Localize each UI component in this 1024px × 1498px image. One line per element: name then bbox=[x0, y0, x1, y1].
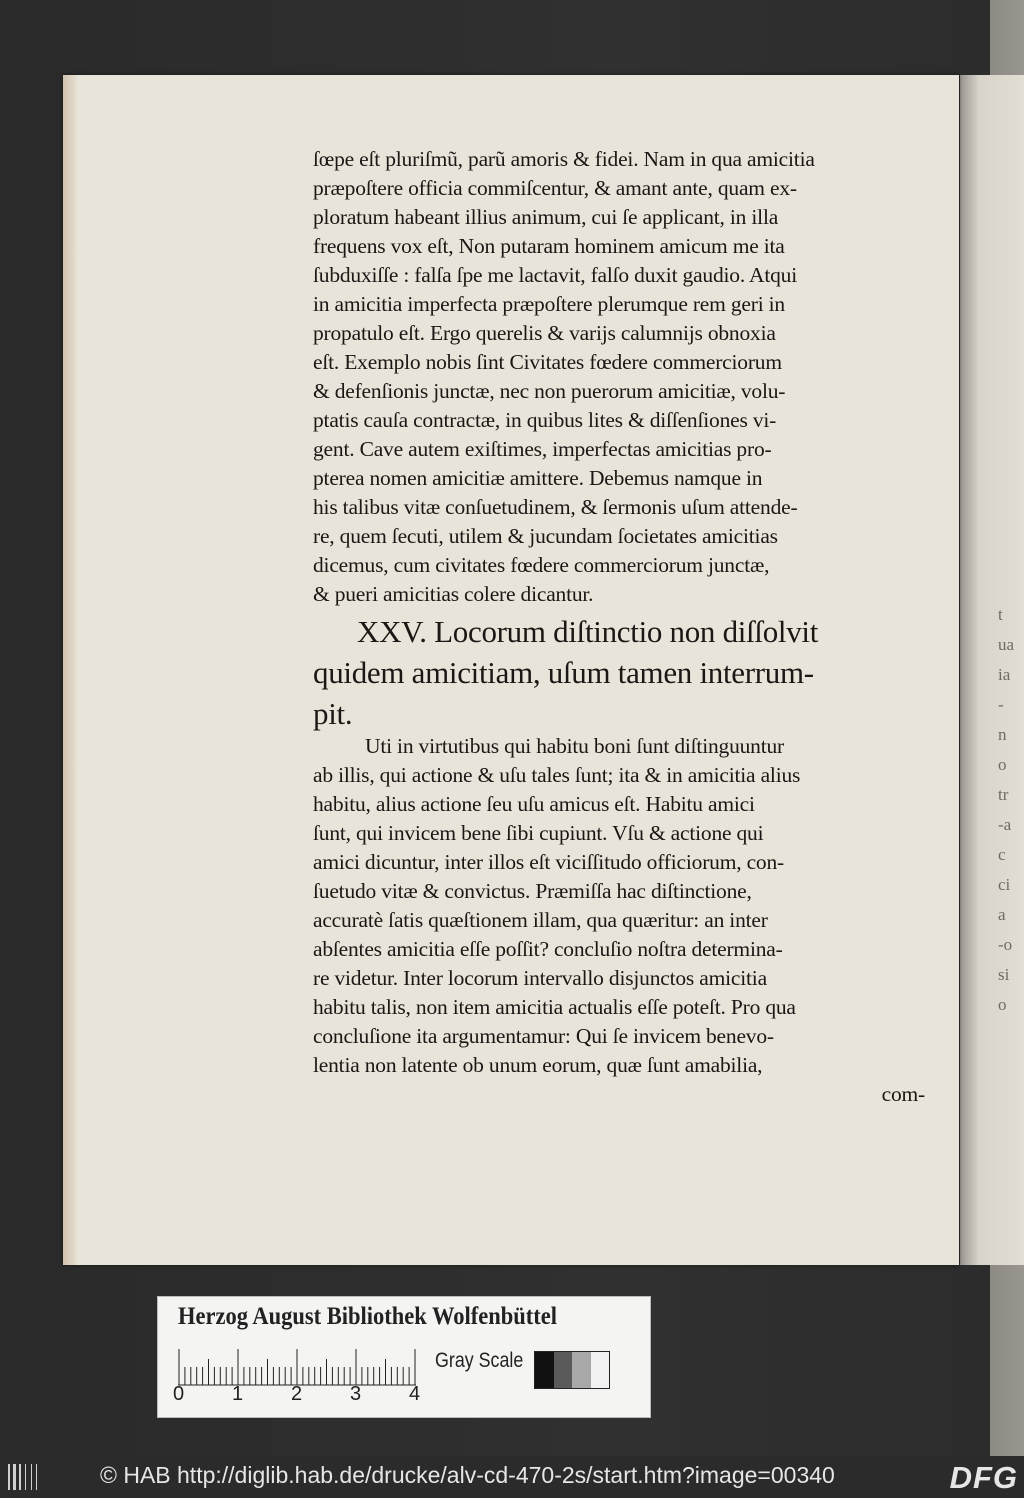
text-line: abſentes amicitia eſſe poſſit? concluſio noſtra determina- bbox=[313, 937, 783, 961]
ruler-number: 0 bbox=[173, 1383, 185, 1405]
text-line: & defenſionis junctæ, nec non puerorum amicitiæ, volu- bbox=[313, 379, 786, 403]
document-page bbox=[63, 75, 959, 1265]
text-line: accuratè ſatis quæſtionem illam, qua quæritur: an inter bbox=[313, 908, 768, 932]
text-line: præpoſtere officia commiſcentur, & amant ante, quam ex- bbox=[313, 176, 797, 200]
page-text bbox=[313, 145, 953, 1109]
adjacent-fragment: ci bbox=[998, 875, 1011, 894]
color-scale-card bbox=[157, 1296, 651, 1418]
barcode-bar bbox=[36, 1464, 37, 1490]
ruler-number: 4 bbox=[409, 1383, 421, 1405]
text-line: ſubduxiſſe : falſa ſpe me lactavit, falſo duxit gaudio. Atqui bbox=[313, 263, 797, 287]
gray-scale-swatches bbox=[534, 1351, 610, 1389]
text-line: re videtur. Inter locorum intervallo disjunctos amicitia bbox=[313, 966, 767, 990]
gray-swatch bbox=[591, 1352, 610, 1388]
adjacent-fragment: -a bbox=[998, 815, 1012, 834]
copyright-url[interactable]: © HAB http://diglib.hab.de/drucke/alv-cd-470-2s/start.htm?image=00340 bbox=[100, 1462, 835, 1488]
barcode-bar bbox=[19, 1464, 21, 1490]
barcode-bar bbox=[13, 1464, 16, 1490]
catchword: com- bbox=[881, 1082, 925, 1106]
text-line: frequens vox eſt, Non putaram hominem amicum me ita bbox=[313, 234, 785, 258]
text-line: amici dicuntur, inter illos eſt viciſſitudo officiorum, con- bbox=[313, 850, 784, 874]
ruler-number: 3 bbox=[350, 1383, 362, 1405]
adjacent-fragment: ua bbox=[998, 635, 1015, 654]
adjacent-fragment: o bbox=[998, 755, 1007, 774]
text-line: concluſione ita argumentamur: Qui ſe invicem benevo- bbox=[313, 1024, 774, 1048]
text-line: in amicitia imperfecta præpoſtere plerumque rem geri in bbox=[313, 292, 785, 316]
text-line: eſt. Exemplo nobis ſint Civitates fœdere commerciorum bbox=[313, 350, 782, 374]
text-line: his talibus vitæ conſuetudinem, & ſermonis uſum attende- bbox=[313, 495, 798, 519]
adjacent-fragment: o bbox=[998, 995, 1007, 1014]
text-line: habitu, alius actione ſeu uſu amicus eſt. Habitu amici bbox=[313, 792, 755, 816]
text-line: ploratum habeant illius animum, cui ſe applicant, in illa bbox=[313, 205, 779, 229]
text-line: pit. bbox=[313, 696, 353, 731]
barcode-bar bbox=[25, 1464, 26, 1490]
adjacent-fragment: si bbox=[998, 965, 1010, 984]
barcode-bar bbox=[8, 1464, 10, 1490]
gray-swatch bbox=[554, 1352, 573, 1388]
adjacent-fragment: tr bbox=[998, 785, 1009, 804]
adjacent-fragment: c bbox=[998, 845, 1006, 864]
adjacent-fragment: ia bbox=[998, 665, 1011, 684]
dfg-logo: DFG bbox=[949, 1460, 1018, 1495]
text-line: lentia non latente ob unum eorum, quæ ſunt amabilia, bbox=[313, 1053, 763, 1077]
section-heading bbox=[313, 613, 953, 732]
text-line: Uti in virtutibus qui habitu boni ſunt diſtinguuntur bbox=[365, 734, 785, 758]
text-line: ſunt, qui invicem bene ſibi cupiunt. Vſu & actione qui bbox=[313, 821, 764, 845]
ruler-number: 2 bbox=[291, 1383, 303, 1405]
text-line: XXV. Locorum diſtinctio non diſſolvit bbox=[357, 614, 819, 649]
gray-swatch bbox=[535, 1352, 554, 1388]
adjacent-fragment: n bbox=[998, 725, 1007, 744]
barcode-icon bbox=[8, 1462, 44, 1492]
adjacent-fragment: a bbox=[998, 905, 1006, 924]
text-line: pterea nomen amicitiæ amittere. Debemus namque in bbox=[313, 466, 763, 490]
adjacent-page-text bbox=[998, 600, 1024, 1020]
ruler-number: 1 bbox=[232, 1383, 244, 1405]
text-line: gent. Cave autem exiſtimes, imperfectas amicitias pro- bbox=[313, 437, 772, 461]
adjacent-fragment: -o bbox=[998, 935, 1013, 954]
text-line: ptatis cauſa contractæ, in quibus lites & diſſenſiones vi- bbox=[313, 408, 777, 432]
text-line: propatulo eſt. Ergo querelis & varijs calumnijs obnoxia bbox=[313, 321, 776, 345]
library-title: Herzog August Bibliothek Wolfenbüttel bbox=[178, 1303, 557, 1330]
ruler-scale bbox=[178, 1347, 416, 1387]
gray-swatch bbox=[572, 1352, 591, 1388]
text-line: dicemus, cum civitates fœdere commerciorum junctæ, bbox=[313, 553, 770, 577]
text-line: ſœpe eſt pluriſmũ, parũ amoris & fidei. Nam in qua amicitia bbox=[313, 147, 815, 171]
text-line: re, quem ſecuti, utilem & jucundam ſocietates amicitias bbox=[313, 524, 778, 548]
footer-bar bbox=[0, 1456, 1024, 1498]
text-line: ab illis, qui actione & uſu tales ſunt; ita & in amicitia alius bbox=[313, 763, 801, 787]
paragraph-bottom bbox=[313, 732, 953, 1080]
barcode-bar bbox=[31, 1464, 32, 1490]
adjacent-fragment: t bbox=[998, 605, 1003, 624]
text-line: & pueri amicitias colere dicantur. bbox=[313, 582, 594, 606]
adjacent-fragment: - bbox=[998, 695, 1004, 714]
gray-scale-label: Gray Scale bbox=[435, 1349, 524, 1372]
text-line: habitu talis, non item amicitia actualis eſſe poteſt. Pro qua bbox=[313, 995, 796, 1019]
paragraph-top bbox=[313, 145, 953, 609]
text-line: quidem amicitiam, uſum tamen interrum- bbox=[313, 655, 814, 690]
text-line: ſuetudo vitæ & convictus. Præmiſſa hac diſtinctione, bbox=[313, 879, 752, 903]
